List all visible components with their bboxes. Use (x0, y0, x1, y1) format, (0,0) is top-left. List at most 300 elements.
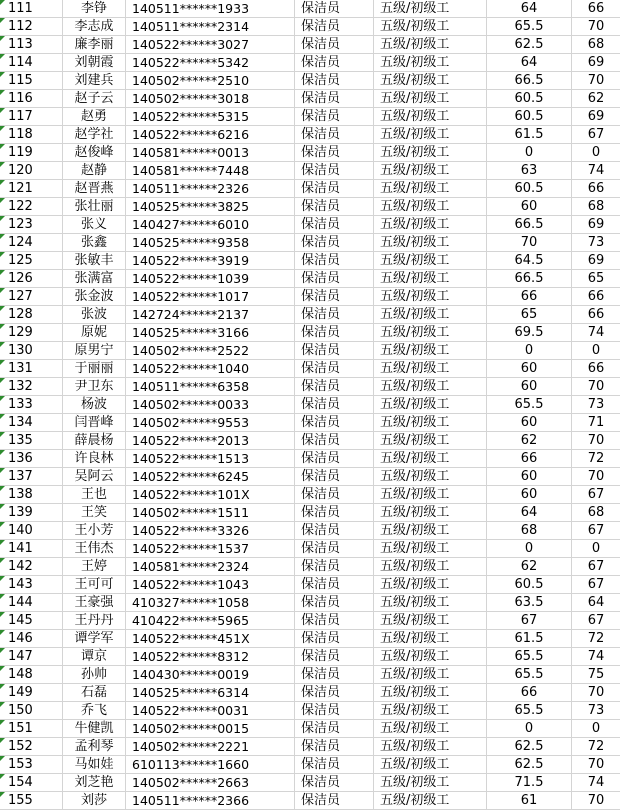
name-cell[interactable]: 刘朝霞 (63, 54, 126, 72)
score-practical-cell[interactable]: 67 (572, 522, 620, 540)
id-number-cell[interactable]: 140502******2510 (126, 72, 295, 90)
row-number-cell[interactable]: 125 (0, 252, 63, 270)
id-number-cell[interactable]: 140502******0033 (126, 396, 295, 414)
score-practical-cell[interactable]: 67 (572, 126, 620, 144)
row-number-cell[interactable]: 131 (0, 360, 63, 378)
row-number-cell[interactable]: 151 (0, 720, 63, 738)
name-cell[interactable]: 张敏丰 (63, 252, 126, 270)
score-practical-cell[interactable]: 0 (572, 540, 620, 558)
level-cell[interactable]: 五级/初级工 (374, 666, 487, 684)
id-number-cell[interactable]: 140522******1043 (126, 576, 295, 594)
row-number-cell[interactable]: 142 (0, 558, 63, 576)
score-theory-cell[interactable]: 60 (487, 414, 572, 432)
id-number-cell[interactable]: 140427******6010 (126, 216, 295, 234)
name-cell[interactable]: 张鑫 (63, 234, 126, 252)
score-theory-cell[interactable]: 60.5 (487, 90, 572, 108)
score-theory-cell[interactable]: 71.5 (487, 774, 572, 792)
score-theory-cell[interactable]: 0 (487, 342, 572, 360)
name-cell[interactable]: 乔飞 (63, 702, 126, 720)
score-theory-cell[interactable]: 62.5 (487, 738, 572, 756)
name-cell[interactable]: 杨波 (63, 396, 126, 414)
row-number-cell[interactable]: 148 (0, 666, 63, 684)
occupation-cell[interactable]: 保洁员 (295, 666, 374, 684)
id-number-cell[interactable]: 140581******2324 (126, 558, 295, 576)
row-number-cell[interactable]: 128 (0, 306, 63, 324)
score-practical-cell[interactable]: 72 (572, 450, 620, 468)
level-cell[interactable]: 五级/初级工 (374, 180, 487, 198)
occupation-cell[interactable]: 保洁员 (295, 432, 374, 450)
score-theory-cell[interactable]: 61.5 (487, 126, 572, 144)
score-theory-cell[interactable]: 64 (487, 54, 572, 72)
score-theory-cell[interactable]: 62 (487, 558, 572, 576)
score-practical-cell[interactable]: 65 (572, 270, 620, 288)
name-cell[interactable]: 赵俊峰 (63, 144, 126, 162)
name-cell[interactable]: 薛晨杨 (63, 432, 126, 450)
name-cell[interactable]: 李志成 (63, 18, 126, 36)
occupation-cell[interactable]: 保洁员 (295, 684, 374, 702)
occupation-cell[interactable]: 保洁员 (295, 252, 374, 270)
occupation-cell[interactable]: 保洁员 (295, 54, 374, 72)
level-cell[interactable]: 五级/初级工 (374, 540, 487, 558)
level-cell[interactable]: 五级/初级工 (374, 504, 487, 522)
level-cell[interactable]: 五级/初级工 (374, 486, 487, 504)
row-number-cell[interactable]: 119 (0, 144, 63, 162)
score-practical-cell[interactable]: 75 (572, 666, 620, 684)
score-theory-cell[interactable]: 65.5 (487, 18, 572, 36)
name-cell[interactable]: 廉李丽 (63, 36, 126, 54)
occupation-cell[interactable]: 保洁员 (295, 108, 374, 126)
score-practical-cell[interactable]: 70 (572, 432, 620, 450)
row-number-cell[interactable]: 140 (0, 522, 63, 540)
id-number-cell[interactable]: 140502******2221 (126, 738, 295, 756)
level-cell[interactable]: 五级/初级工 (374, 18, 487, 36)
level-cell[interactable]: 五级/初级工 (374, 126, 487, 144)
level-cell[interactable]: 五级/初级工 (374, 36, 487, 54)
score-theory-cell[interactable]: 65.5 (487, 702, 572, 720)
name-cell[interactable]: 谭学军 (63, 630, 126, 648)
name-cell[interactable]: 刘建兵 (63, 72, 126, 90)
name-cell[interactable]: 孟利琴 (63, 738, 126, 756)
occupation-cell[interactable]: 保洁员 (295, 504, 374, 522)
level-cell[interactable]: 五级/初级工 (374, 450, 487, 468)
score-practical-cell[interactable]: 69 (572, 216, 620, 234)
name-cell[interactable]: 石磊 (63, 684, 126, 702)
name-cell[interactable]: 王豪强 (63, 594, 126, 612)
score-practical-cell[interactable]: 66 (572, 360, 620, 378)
row-number-cell[interactable]: 123 (0, 216, 63, 234)
score-theory-cell[interactable]: 60.5 (487, 576, 572, 594)
occupation-cell[interactable]: 保洁员 (295, 342, 374, 360)
level-cell[interactable]: 五级/初级工 (374, 90, 487, 108)
score-practical-cell[interactable]: 72 (572, 738, 620, 756)
score-practical-cell[interactable]: 67 (572, 576, 620, 594)
score-practical-cell[interactable]: 66 (572, 0, 620, 18)
level-cell[interactable]: 五级/初级工 (374, 342, 487, 360)
row-number-cell[interactable]: 133 (0, 396, 63, 414)
score-practical-cell[interactable]: 69 (572, 54, 620, 72)
occupation-cell[interactable]: 保洁员 (295, 90, 374, 108)
row-number-cell[interactable]: 113 (0, 36, 63, 54)
score-practical-cell[interactable]: 66 (572, 288, 620, 306)
id-number-cell[interactable]: 140522******451X (126, 630, 295, 648)
score-theory-cell[interactable]: 70 (487, 234, 572, 252)
row-number-cell[interactable]: 126 (0, 270, 63, 288)
occupation-cell[interactable]: 保洁员 (295, 594, 374, 612)
name-cell[interactable]: 王可可 (63, 576, 126, 594)
score-theory-cell[interactable]: 60 (487, 486, 572, 504)
score-theory-cell[interactable]: 62.5 (487, 36, 572, 54)
score-practical-cell[interactable]: 67 (572, 612, 620, 630)
score-theory-cell[interactable]: 64.5 (487, 252, 572, 270)
score-practical-cell[interactable]: 70 (572, 468, 620, 486)
score-theory-cell[interactable]: 69.5 (487, 324, 572, 342)
row-number-cell[interactable]: 137 (0, 468, 63, 486)
occupation-cell[interactable]: 保洁员 (295, 756, 374, 774)
level-cell[interactable]: 五级/初级工 (374, 414, 487, 432)
row-number-cell[interactable]: 147 (0, 648, 63, 666)
row-number-cell[interactable]: 144 (0, 594, 63, 612)
level-cell[interactable]: 五级/初级工 (374, 432, 487, 450)
score-practical-cell[interactable]: 70 (572, 378, 620, 396)
score-theory-cell[interactable]: 66 (487, 288, 572, 306)
id-number-cell[interactable]: 140581******0013 (126, 144, 295, 162)
id-number-cell[interactable]: 140522******101X (126, 486, 295, 504)
id-number-cell[interactable]: 140430******0019 (126, 666, 295, 684)
score-practical-cell[interactable]: 68 (572, 36, 620, 54)
id-number-cell[interactable]: 140502******3018 (126, 90, 295, 108)
name-cell[interactable]: 王丹丹 (63, 612, 126, 630)
score-theory-cell[interactable]: 0 (487, 144, 572, 162)
score-theory-cell[interactable]: 61.5 (487, 630, 572, 648)
name-cell[interactable]: 谭京 (63, 648, 126, 666)
level-cell[interactable]: 五级/初级工 (374, 306, 487, 324)
row-number-cell[interactable]: 152 (0, 738, 63, 756)
score-theory-cell[interactable]: 65.5 (487, 396, 572, 414)
id-number-cell[interactable]: 140522******3027 (126, 36, 295, 54)
level-cell[interactable]: 五级/初级工 (374, 522, 487, 540)
score-practical-cell[interactable]: 70 (572, 684, 620, 702)
name-cell[interactable]: 尹卫东 (63, 378, 126, 396)
level-cell[interactable]: 五级/初级工 (374, 360, 487, 378)
name-cell[interactable]: 王伟杰 (63, 540, 126, 558)
level-cell[interactable]: 五级/初级工 (374, 0, 487, 18)
level-cell[interactable]: 五级/初级工 (374, 468, 487, 486)
row-number-cell[interactable]: 153 (0, 756, 63, 774)
occupation-cell[interactable]: 保洁员 (295, 396, 374, 414)
name-cell[interactable]: 赵勇 (63, 108, 126, 126)
score-practical-cell[interactable]: 73 (572, 396, 620, 414)
row-number-cell[interactable]: 117 (0, 108, 63, 126)
score-practical-cell[interactable]: 67 (572, 558, 620, 576)
level-cell[interactable]: 五级/初级工 (374, 792, 487, 810)
level-cell[interactable]: 五级/初级工 (374, 108, 487, 126)
occupation-cell[interactable]: 保洁员 (295, 360, 374, 378)
id-number-cell[interactable]: 140511******2314 (126, 18, 295, 36)
name-cell[interactable]: 赵晋燕 (63, 180, 126, 198)
score-practical-cell[interactable]: 70 (572, 792, 620, 810)
score-practical-cell[interactable]: 70 (572, 18, 620, 36)
occupation-cell[interactable]: 保洁员 (295, 72, 374, 90)
occupation-cell[interactable]: 保洁员 (295, 774, 374, 792)
score-practical-cell[interactable]: 73 (572, 234, 620, 252)
id-number-cell[interactable]: 140511******2326 (126, 180, 295, 198)
score-theory-cell[interactable]: 60 (487, 198, 572, 216)
score-practical-cell[interactable]: 68 (572, 504, 620, 522)
score-practical-cell[interactable]: 74 (572, 162, 620, 180)
id-number-cell[interactable]: 140511******6358 (126, 378, 295, 396)
id-number-cell[interactable]: 140511******1933 (126, 0, 295, 18)
occupation-cell[interactable]: 保洁员 (295, 414, 374, 432)
row-number-cell[interactable]: 116 (0, 90, 63, 108)
id-number-cell[interactable]: 140525******3166 (126, 324, 295, 342)
row-number-cell[interactable]: 115 (0, 72, 63, 90)
occupation-cell[interactable]: 保洁员 (295, 126, 374, 144)
occupation-cell[interactable]: 保洁员 (295, 738, 374, 756)
level-cell[interactable]: 五级/初级工 (374, 738, 487, 756)
id-number-cell[interactable]: 140502******2522 (126, 342, 295, 360)
row-number-cell[interactable]: 122 (0, 198, 63, 216)
occupation-cell[interactable]: 保洁员 (295, 612, 374, 630)
id-number-cell[interactable]: 140522******2013 (126, 432, 295, 450)
occupation-cell[interactable]: 保洁员 (295, 702, 374, 720)
occupation-cell[interactable]: 保洁员 (295, 324, 374, 342)
id-number-cell[interactable]: 140522******1513 (126, 450, 295, 468)
name-cell[interactable]: 王婷 (63, 558, 126, 576)
id-number-cell[interactable]: 140522******1537 (126, 540, 295, 558)
score-theory-cell[interactable]: 61 (487, 792, 572, 810)
level-cell[interactable]: 五级/初级工 (374, 378, 487, 396)
row-number-cell[interactable]: 121 (0, 180, 63, 198)
occupation-cell[interactable]: 保洁员 (295, 558, 374, 576)
id-number-cell[interactable]: 140511******2366 (126, 792, 295, 810)
level-cell[interactable]: 五级/初级工 (374, 198, 487, 216)
score-theory-cell[interactable]: 65.5 (487, 648, 572, 666)
level-cell[interactable]: 五级/初级工 (374, 324, 487, 342)
id-number-cell[interactable]: 140525******3825 (126, 198, 295, 216)
id-number-cell[interactable]: 140522******1017 (126, 288, 295, 306)
name-cell[interactable]: 马如娃 (63, 756, 126, 774)
row-number-cell[interactable]: 120 (0, 162, 63, 180)
occupation-cell[interactable]: 保洁员 (295, 234, 374, 252)
id-number-cell[interactable]: 140522******5315 (126, 108, 295, 126)
name-cell[interactable]: 于丽丽 (63, 360, 126, 378)
row-number-cell[interactable]: 112 (0, 18, 63, 36)
score-practical-cell[interactable]: 0 (572, 342, 620, 360)
id-number-cell[interactable]: 140522******8312 (126, 648, 295, 666)
id-number-cell[interactable]: 140522******3919 (126, 252, 295, 270)
name-cell[interactable]: 张壮丽 (63, 198, 126, 216)
score-practical-cell[interactable]: 74 (572, 774, 620, 792)
occupation-cell[interactable]: 保洁员 (295, 306, 374, 324)
level-cell[interactable]: 五级/初级工 (374, 396, 487, 414)
occupation-cell[interactable]: 保洁员 (295, 378, 374, 396)
occupation-cell[interactable]: 保洁员 (295, 720, 374, 738)
score-theory-cell[interactable]: 63 (487, 162, 572, 180)
occupation-cell[interactable]: 保洁员 (295, 162, 374, 180)
name-cell[interactable]: 王也 (63, 486, 126, 504)
occupation-cell[interactable]: 保洁员 (295, 270, 374, 288)
score-theory-cell[interactable]: 65 (487, 306, 572, 324)
level-cell[interactable]: 五级/初级工 (374, 216, 487, 234)
level-cell[interactable]: 五级/初级工 (374, 630, 487, 648)
score-practical-cell[interactable]: 71 (572, 414, 620, 432)
id-number-cell[interactable]: 140522******0031 (126, 702, 295, 720)
score-theory-cell[interactable]: 60 (487, 378, 572, 396)
occupation-cell[interactable]: 保洁员 (295, 540, 374, 558)
id-number-cell[interactable]: 140502******1511 (126, 504, 295, 522)
score-practical-cell[interactable]: 66 (572, 306, 620, 324)
score-practical-cell[interactable]: 0 (572, 720, 620, 738)
name-cell[interactable]: 李铮 (63, 0, 126, 18)
id-number-cell[interactable]: 410327******1058 (126, 594, 295, 612)
name-cell[interactable]: 王小芳 (63, 522, 126, 540)
name-cell[interactable]: 原妮 (63, 324, 126, 342)
occupation-cell[interactable]: 保洁员 (295, 198, 374, 216)
id-number-cell[interactable]: 140522******5342 (126, 54, 295, 72)
name-cell[interactable]: 赵学社 (63, 126, 126, 144)
level-cell[interactable]: 五级/初级工 (374, 702, 487, 720)
score-theory-cell[interactable]: 60 (487, 468, 572, 486)
name-cell[interactable]: 赵子云 (63, 90, 126, 108)
name-cell[interactable]: 原男宁 (63, 342, 126, 360)
id-number-cell[interactable]: 410422******5965 (126, 612, 295, 630)
score-theory-cell[interactable]: 66.5 (487, 72, 572, 90)
row-number-cell[interactable]: 134 (0, 414, 63, 432)
name-cell[interactable]: 赵静 (63, 162, 126, 180)
level-cell[interactable]: 五级/初级工 (374, 756, 487, 774)
occupation-cell[interactable]: 保洁员 (295, 522, 374, 540)
score-theory-cell[interactable]: 65.5 (487, 666, 572, 684)
score-theory-cell[interactable]: 60.5 (487, 180, 572, 198)
score-practical-cell[interactable]: 69 (572, 252, 620, 270)
level-cell[interactable]: 五级/初级工 (374, 270, 487, 288)
name-cell[interactable]: 许良林 (63, 450, 126, 468)
name-cell[interactable]: 牛健凯 (63, 720, 126, 738)
score-practical-cell[interactable]: 69 (572, 108, 620, 126)
id-number-cell[interactable]: 142724******2137 (126, 306, 295, 324)
occupation-cell[interactable]: 保洁员 (295, 36, 374, 54)
occupation-cell[interactable]: 保洁员 (295, 216, 374, 234)
level-cell[interactable]: 五级/初级工 (374, 234, 487, 252)
name-cell[interactable]: 吴阿云 (63, 468, 126, 486)
row-number-cell[interactable]: 130 (0, 342, 63, 360)
occupation-cell[interactable]: 保洁员 (295, 576, 374, 594)
level-cell[interactable]: 五级/初级工 (374, 162, 487, 180)
level-cell[interactable]: 五级/初级工 (374, 144, 487, 162)
score-theory-cell[interactable]: 66.5 (487, 270, 572, 288)
occupation-cell[interactable]: 保洁员 (295, 468, 374, 486)
occupation-cell[interactable]: 保洁员 (295, 0, 374, 18)
score-theory-cell[interactable]: 0 (487, 540, 572, 558)
score-practical-cell[interactable]: 73 (572, 702, 620, 720)
row-number-cell[interactable]: 132 (0, 378, 63, 396)
level-cell[interactable]: 五级/初级工 (374, 648, 487, 666)
score-theory-cell[interactable]: 62.5 (487, 756, 572, 774)
row-number-cell[interactable]: 154 (0, 774, 63, 792)
occupation-cell[interactable]: 保洁员 (295, 792, 374, 810)
score-practical-cell[interactable]: 68 (572, 198, 620, 216)
score-practical-cell[interactable]: 70 (572, 72, 620, 90)
id-number-cell[interactable]: 140525******6314 (126, 684, 295, 702)
score-theory-cell[interactable]: 60 (487, 360, 572, 378)
score-theory-cell[interactable]: 64 (487, 504, 572, 522)
level-cell[interactable]: 五级/初级工 (374, 558, 487, 576)
score-practical-cell[interactable]: 74 (572, 324, 620, 342)
score-practical-cell[interactable]: 66 (572, 180, 620, 198)
name-cell[interactable]: 刘芝艳 (63, 774, 126, 792)
row-number-cell[interactable]: 146 (0, 630, 63, 648)
row-number-cell[interactable]: 127 (0, 288, 63, 306)
row-number-cell[interactable]: 145 (0, 612, 63, 630)
level-cell[interactable]: 五级/初级工 (374, 774, 487, 792)
row-number-cell[interactable]: 150 (0, 702, 63, 720)
score-theory-cell[interactable]: 0 (487, 720, 572, 738)
row-number-cell[interactable]: 118 (0, 126, 63, 144)
name-cell[interactable]: 张义 (63, 216, 126, 234)
level-cell[interactable]: 五级/初级工 (374, 576, 487, 594)
score-theory-cell[interactable]: 67 (487, 612, 572, 630)
name-cell[interactable]: 张波 (63, 306, 126, 324)
score-theory-cell[interactable]: 64 (487, 0, 572, 18)
id-number-cell[interactable]: 140581******7448 (126, 162, 295, 180)
id-number-cell[interactable]: 140522******6216 (126, 126, 295, 144)
occupation-cell[interactable]: 保洁员 (295, 486, 374, 504)
occupation-cell[interactable]: 保洁员 (295, 288, 374, 306)
id-number-cell[interactable]: 140502******9553 (126, 414, 295, 432)
row-number-cell[interactable]: 129 (0, 324, 63, 342)
score-practical-cell[interactable]: 74 (572, 648, 620, 666)
occupation-cell[interactable]: 保洁员 (295, 450, 374, 468)
occupation-cell[interactable]: 保洁员 (295, 630, 374, 648)
row-number-cell[interactable]: 139 (0, 504, 63, 522)
score-practical-cell[interactable]: 67 (572, 486, 620, 504)
row-number-cell[interactable]: 136 (0, 450, 63, 468)
id-number-cell[interactable]: 140522******1039 (126, 270, 295, 288)
score-theory-cell[interactable]: 62 (487, 432, 572, 450)
level-cell[interactable]: 五级/初级工 (374, 252, 487, 270)
score-practical-cell[interactable]: 62 (572, 90, 620, 108)
name-cell[interactable]: 张满富 (63, 270, 126, 288)
row-number-cell[interactable]: 155 (0, 792, 63, 810)
level-cell[interactable]: 五级/初级工 (374, 594, 487, 612)
id-number-cell[interactable]: 140522******6245 (126, 468, 295, 486)
name-cell[interactable]: 王笑 (63, 504, 126, 522)
occupation-cell[interactable]: 保洁员 (295, 144, 374, 162)
id-number-cell[interactable]: 140522******3326 (126, 522, 295, 540)
level-cell[interactable]: 五级/初级工 (374, 72, 487, 90)
id-number-cell[interactable]: 140525******9358 (126, 234, 295, 252)
score-theory-cell[interactable]: 66.5 (487, 216, 572, 234)
score-theory-cell[interactable]: 66 (487, 450, 572, 468)
id-number-cell[interactable]: 140522******1040 (126, 360, 295, 378)
name-cell[interactable]: 孙帅 (63, 666, 126, 684)
score-practical-cell[interactable]: 0 (572, 144, 620, 162)
level-cell[interactable]: 五级/初级工 (374, 54, 487, 72)
row-number-cell[interactable]: 141 (0, 540, 63, 558)
id-number-cell[interactable]: 140502******0015 (126, 720, 295, 738)
name-cell[interactable]: 刘莎 (63, 792, 126, 810)
occupation-cell[interactable]: 保洁员 (295, 18, 374, 36)
score-practical-cell[interactable]: 64 (572, 594, 620, 612)
score-theory-cell[interactable]: 60.5 (487, 108, 572, 126)
row-number-cell[interactable]: 124 (0, 234, 63, 252)
name-cell[interactable]: 闫晋峰 (63, 414, 126, 432)
row-number-cell[interactable]: 149 (0, 684, 63, 702)
row-number-cell[interactable]: 135 (0, 432, 63, 450)
level-cell[interactable]: 五级/初级工 (374, 288, 487, 306)
level-cell[interactable]: 五级/初级工 (374, 612, 487, 630)
row-number-cell[interactable]: 114 (0, 54, 63, 72)
